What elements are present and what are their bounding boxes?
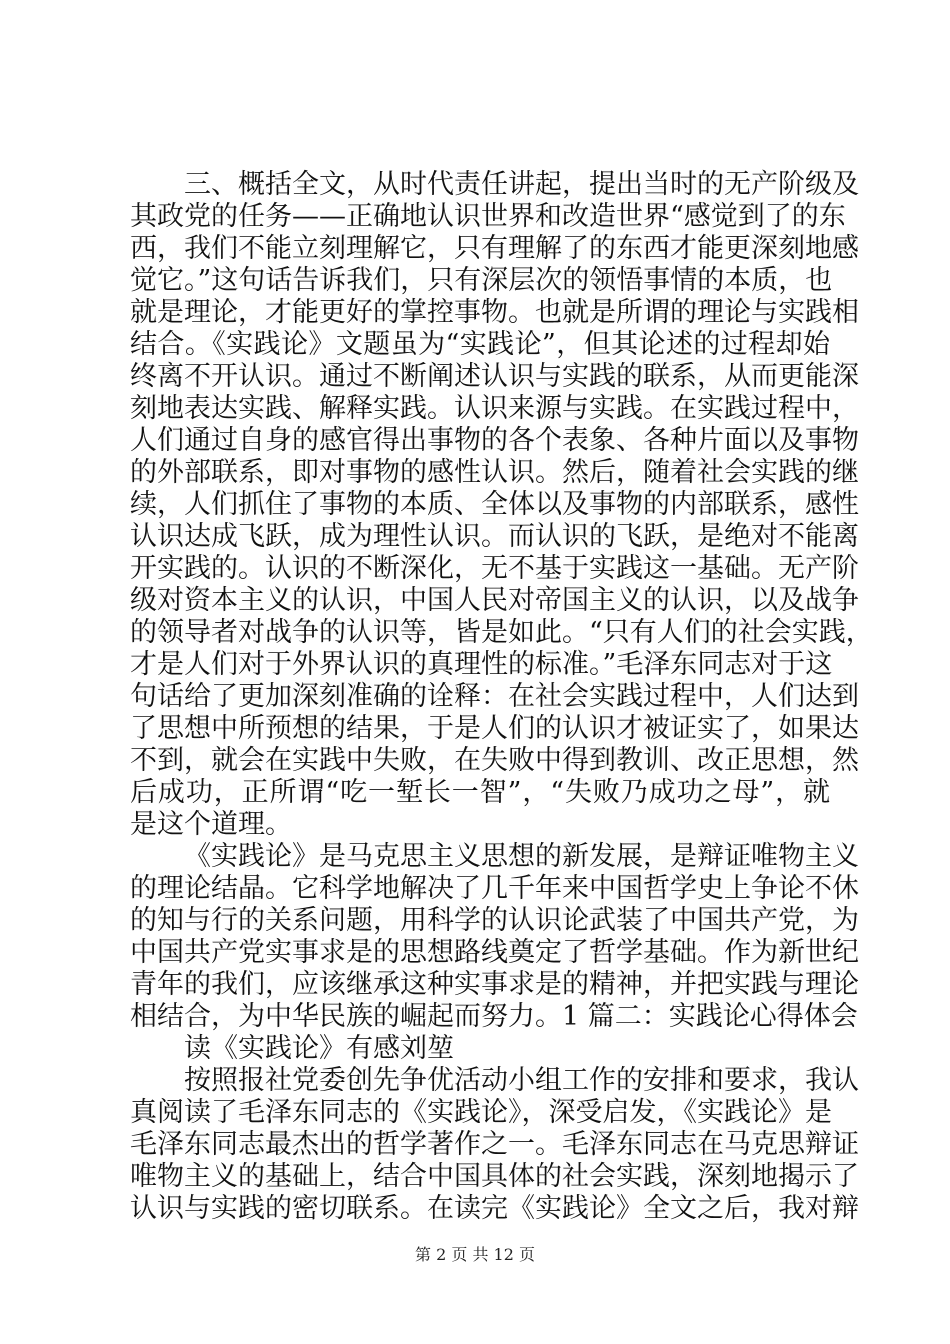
text-line: 才是人们对于外界认识的真理性的标准。”毛泽东同志对于这 <box>130 649 833 680</box>
text-line: 不到，就会在实践中失败，在失败中得到教训、改正思想，然 <box>130 745 859 776</box>
text-line: 后成功，正所谓“吃一堑长一智”，“失败乃成功之母”，就 <box>130 777 830 808</box>
text-line: 西，我们不能立刻理解它，只有理解了的东西才能更深刻地感 <box>130 233 859 264</box>
text-line: 唯物主义的基础上，结合中国具体的社会实践，深刻地揭示了 <box>130 1161 859 1192</box>
text-line: 了思想中所预想的结果，于是人们的认识才被证实了，如果达 <box>130 713 859 744</box>
text-line: 续，人们抓住了事物的本质、全体以及事物的内部联系，感性 <box>130 489 859 520</box>
text-line: 真阅读了毛泽东同志的《实践论》，深受启发，《实践论》是 <box>130 1097 832 1128</box>
text-line: 的领导者对战争的认识等，皆是如此。“只有人们的社会实践， <box>130 617 873 648</box>
text-line: 的知与行的关系问题，用科学的认识论武装了中国共产党，为 <box>130 905 859 936</box>
text-line: 《实践论》是马克思主义思想的新发展，是辩证唯物主义 <box>184 841 859 872</box>
text-line: 毛泽东同志最杰出的哲学著作之一。毛泽东同志在马克思辩证 <box>130 1129 859 1160</box>
text-line: 的理论结晶。它科学地解决了几千年来中国哲学史上争论不休 <box>130 873 859 904</box>
text-line: 青年的我们，应该继承这种实事求是的精神，并把实践与理论 <box>130 969 859 1000</box>
text-line: 结合。《实践论》文题虽为“实践论”，但其论述的过程却始 <box>130 329 830 360</box>
text-line: 三、概括全文，从时代责任讲起，提出当时的无产阶级及 <box>184 169 859 200</box>
text-line: 终离不开认识。通过不断阐述认识与实践的联系，从而更能深 <box>130 361 859 392</box>
text-line: 是这个道理。 <box>130 809 292 840</box>
text-line: 刻地表达实践、解释实践。认识来源与实践。在实践过程中， <box>130 393 859 424</box>
text-line: 就是理论，才能更好的掌控事物。也就是所谓的理论与实践相 <box>130 297 859 328</box>
text-line: 觉它。”这句话告诉我们，只有深层次的领悟事情的本质，也 <box>130 265 833 296</box>
text-line: 人们通过自身的感官得出事物的各个表象、各种片面以及事物 <box>130 425 859 456</box>
text-line: 句话给了更加深刻准确的诠释：在社会实践过程中，人们达到 <box>130 681 859 712</box>
text-line: 相结合，为中华民族的崛起而努力。1 篇二：实践论心得体会 <box>130 1001 858 1032</box>
text-line: 中国共产党实事求是的思想路线奠定了哲学基础。作为新世纪 <box>130 937 859 968</box>
text-line: 读《实践论》有感刘堃 <box>184 1033 454 1064</box>
text-line: 级对资本主义的认识，中国人民对帝国主义的认识，以及战争 <box>130 585 859 616</box>
text-line: 开实践的。认识的不断深化，无不基于实践这一基础。无产阶 <box>130 553 859 584</box>
page-number-footer: 第 2 页 共 12 页 <box>415 1245 535 1264</box>
text-line: 认识达成飞跃，成为理性认识。而认识的飞跃，是绝对不能离 <box>130 521 859 552</box>
text-line: 按照报社党委创先争优活动小组工作的安排和要求，我认 <box>184 1065 859 1096</box>
text-line: 的外部联系，即对事物的感性认识。然后，随着社会实践的继 <box>130 457 859 488</box>
text-line: 其政党的任务——正确地认识世界和改造世界“感觉到了的东 <box>130 201 846 232</box>
text-line: 认识与实践的密切联系。在读完《实践论》全文之后，我对辩 <box>130 1193 859 1224</box>
